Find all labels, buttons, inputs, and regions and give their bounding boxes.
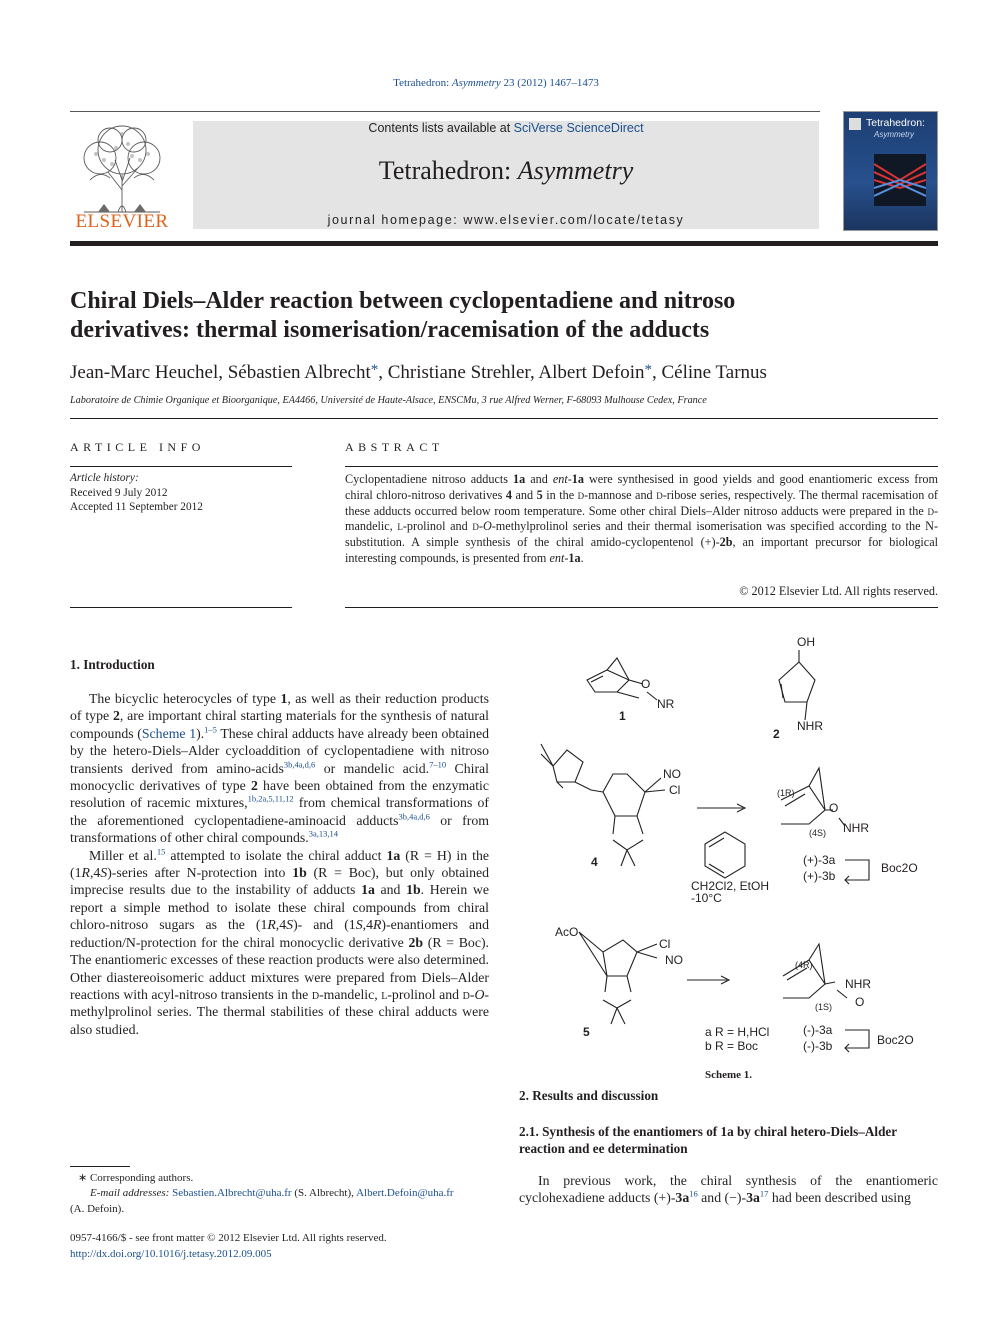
reagent-boc-bottom: Boc2O <box>877 1033 914 1047</box>
affiliation: Laboratoire de Chimie Organique et Bioorganique, EA4466, Université de Haute-Alsace, ENSCMu, 3 rue Alfred Werner, F-68093 Mulhouse Cedex, France <box>70 395 707 406</box>
doi-link[interactable]: http://dx.doi.org/10.1016/j.tetasy.2012.09.005 <box>70 1247 272 1260</box>
abstract-copyright: © 2012 Elsevier Ltd. All rights reserved. <box>739 584 938 598</box>
abstract-heading: ABSTRACT <box>345 440 444 454</box>
journal-homepage[interactable]: journal homepage: www.elsevier.com/locate/tetasy <box>327 213 685 227</box>
author[interactable] <box>70 362 218 383</box>
article-history <box>70 471 203 515</box>
label-nhr-low: NHR <box>845 977 871 991</box>
author[interactable] <box>228 362 379 383</box>
author[interactable] <box>388 362 530 383</box>
history-label: Article history: <box>70 472 139 484</box>
abstract-rule <box>345 466 938 467</box>
label-1r: (1R) <box>777 788 795 798</box>
product-minus-3b: (-)-3b <box>803 1039 833 1053</box>
issn-line: 0957-4166/$ - see front matter © 2012 Elsevier Ltd. All rights reserved. <box>70 1232 387 1244</box>
footnote-corresponding: ∗ Corresponding authors. <box>78 1172 194 1184</box>
email-owner-defoin: (A. Defoin). <box>70 1202 125 1215</box>
footnote-rule <box>70 1166 130 1167</box>
label-o-top: O <box>641 677 651 691</box>
title-line-1: Chiral Diels–Alder reaction between cyclopentadiene and nitroso <box>70 288 736 314</box>
label-nhr-mid: NHR <box>843 821 869 835</box>
elsevier-wordmark: ELSEVIER <box>75 211 169 232</box>
results-heading: 2. Results and discussion <box>519 1088 659 1103</box>
scheme-caption: Scheme 1. <box>704 1069 753 1081</box>
label-nhr-top: NHR <box>797 719 823 733</box>
journal-name <box>193 156 819 186</box>
article-info-rule <box>70 466 292 467</box>
cover-artwork-icon <box>874 154 926 206</box>
sciencedirect-link[interactable]: SciVerse ScienceDirect <box>513 121 644 135</box>
corresponding-mark[interactable]: * <box>370 362 379 378</box>
accepted-date: Accepted 11 September 2012 <box>70 501 203 513</box>
label-aco: AcO <box>555 925 579 939</box>
key-b: b R = Boc <box>705 1039 759 1053</box>
article-info-bottom-rule <box>70 607 292 608</box>
label-oh: OH <box>797 635 815 649</box>
corresponding-mark[interactable]: * <box>644 362 652 378</box>
corresponding-text: Corresponding authors. <box>89 1172 194 1184</box>
email-owner-albrecht: (S. Albrecht), <box>294 1187 354 1200</box>
author[interactable] <box>661 362 766 383</box>
abstract-body: Cyclopentadiene nitroso adducts 1a and ent-1a were synthesised in good yields and good enantiomeric excess from chiral chloro-nitroso derivatives 4 and 5 in the d-mannose and d-ribose series, respectively. The thermal racemisation of these adducts occurred below room temperature. Some other chiral Diels–Alder nitroso adducts were prepared in the d-mandelic, l-prolinol and d-O-methylprolinol series and their thermal isomerisation was specified according to the N-substitution. A simple synthesis of the chiral amido-cyclopentenol (+)-2b, an important precursor for biological interesting compounds, is presented from ent-1a. <box>345 472 939 565</box>
email-link-albrecht[interactable]: Sebastien.Albrecht@uha.fr <box>172 1187 292 1200</box>
author-list <box>70 362 940 384</box>
introduction-body <box>70 690 489 1038</box>
label-cl-4: Cl <box>669 783 681 797</box>
label-solvent: CH2Cl2, EtOH <box>691 879 770 893</box>
masthead-top-rule <box>70 111 820 112</box>
author-separator: , <box>218 362 228 383</box>
email-label: E-mail addresses: <box>90 1187 170 1200</box>
header-rule <box>70 241 938 246</box>
author-name: Céline Tarnus <box>661 362 767 383</box>
product-plus-3a: (+)-3a <box>803 853 836 867</box>
compound-4-label: 4 <box>591 855 598 869</box>
journal-ref-name-italic: Asymmetry <box>451 77 501 89</box>
results-paragraph: In previous work, the chiral synthesis of the enantiomeric cyclohexadiene adducts $(+)-3a^{16}$ and $(-)-3a^{17}$ had been described using <box>519 1173 938 1206</box>
compound-5-label: 5 <box>583 1025 590 1039</box>
journal-ref-name: Tetrahedron: <box>393 77 450 89</box>
affiliation-rule <box>70 418 938 419</box>
email-link-defoin[interactable]: Albert.Defoin@uha.fr <box>356 1187 454 1200</box>
title-line-2: derivatives: thermal isomerisation/racemisation of the adducts <box>70 317 710 343</box>
compound-2-label: 2 <box>773 727 780 741</box>
abstract-bottom-rule <box>345 607 938 608</box>
footnote-emails <box>70 1186 490 1201</box>
journal-cover-thumbnail[interactable] <box>843 111 938 231</box>
product-plus-3b: (+)-3b <box>803 869 836 883</box>
issn-block <box>70 1231 387 1262</box>
cover-emblem-icon <box>849 118 861 130</box>
label-cl-5: Cl <box>659 937 671 951</box>
label-1s: (1S) <box>815 1002 833 1012</box>
reagent-boc-top: Boc2O <box>881 861 918 875</box>
subsection-heading: 2.1. Synthesis of the enantiomers of 1a by chiral hetero-Diels–Alder reaction and ee determination <box>519 1124 897 1156</box>
journal-name-plain: Tetrahedron: <box>378 156 512 185</box>
article-info-heading: ARTICLE INFO <box>70 440 205 454</box>
author-separator: , <box>651 362 662 383</box>
author-name: Jean-Marc Heuchel <box>70 362 219 383</box>
author-name: Sébastien Albrecht <box>227 362 371 383</box>
footnote <box>70 1171 490 1217</box>
label-4s: (4S) <box>809 828 827 838</box>
cover-title: Tetrahedron: <box>866 117 925 129</box>
results-body <box>519 1172 938 1207</box>
author-separator: , <box>529 362 539 383</box>
journal-name-italic: Asymmetry <box>517 156 634 185</box>
label-no-5: NO <box>665 953 683 967</box>
label-temperature: -10°C <box>691 891 722 905</box>
author[interactable] <box>538 362 652 383</box>
author-name: Albert Defoin <box>538 362 645 383</box>
product-minus-3a: (-)-3a <box>803 1023 833 1037</box>
label-no-4: NO <box>663 767 681 781</box>
contents-line <box>193 121 819 135</box>
author-name: Christiane Strehler <box>387 362 530 383</box>
label-nr: NR <box>657 697 675 711</box>
contents-prefix: Contents lists available at <box>368 121 511 135</box>
label-o-low: O <box>855 995 865 1009</box>
cover-subtitle: Asymmetry <box>874 130 914 139</box>
introduction-heading: 1. Introduction <box>70 657 155 672</box>
label-4r: (4R) <box>795 960 813 970</box>
journal-reference[interactable] <box>0 77 992 89</box>
scheme-1-figure <box>519 628 938 1080</box>
label-o-mid: O <box>829 801 839 815</box>
key-a: a R = H,HCl <box>705 1025 770 1039</box>
intro-paragraph: Miller et al.$^{15}$ attempted to isolate the chiral adduct 1a (R = H) in the (1R,4S)-series after N-protection into 1b (R = Boc), but only obtained imprecise results due to the instability of adducts 1a and 1b. Herein we report a simple method to isolate these chiral compounds from chiral chloro-nitroso sugars as the (1R,4S)- and (1S,4R)-enantiomers and reduction/N-protection for the chiral monocyclic derivative 2b (R = Boc). The enantiomeric excesses of these reaction products were also determined. Other diastereoisomeric adduct mixtures were prepared from Diels–Alder reactions with acyl-nitroso transients in the d-mandelic, l-prolinol and d-O-methylprolinol series. The thermal stabilities of these chiral adducts were also studied. <box>70 846 490 1037</box>
received-date: Received 9 July 2012 <box>70 486 168 499</box>
article-title <box>70 287 940 345</box>
compound-1-label: 1 <box>619 709 626 723</box>
author-separator: , <box>378 362 388 383</box>
intro-paragraph: The bicyclic heterocycles of type 1, as well as their reduction products of type 2, are important chiral starting materials for the synthesis of natural compounds (Scheme 1).$^{1-5}$ These chiral adducts have already been obtained by the hetero-Diels–Alder cycloaddition of cyclopentadiene with nitroso transients derived from amino-acids$^{3b,4a,d,6}$ or mandelic acid.$^{7-10}$ Chiral monocyclic derivatives of type 2 have been obtained from the enzymatic resolution of racemic mixtures,$^{1b,2a,5,11,12}$ from chemical transformations of the aforementioned cyclopentadiene-aminoacid adducts$^{3b,4a,d,6}$ or from transformations of other chiral compounds.$^{3a,13,14}$ <box>70 691 490 846</box>
journal-ref-volume: 23 (2012) 1467–1473 <box>503 77 599 89</box>
